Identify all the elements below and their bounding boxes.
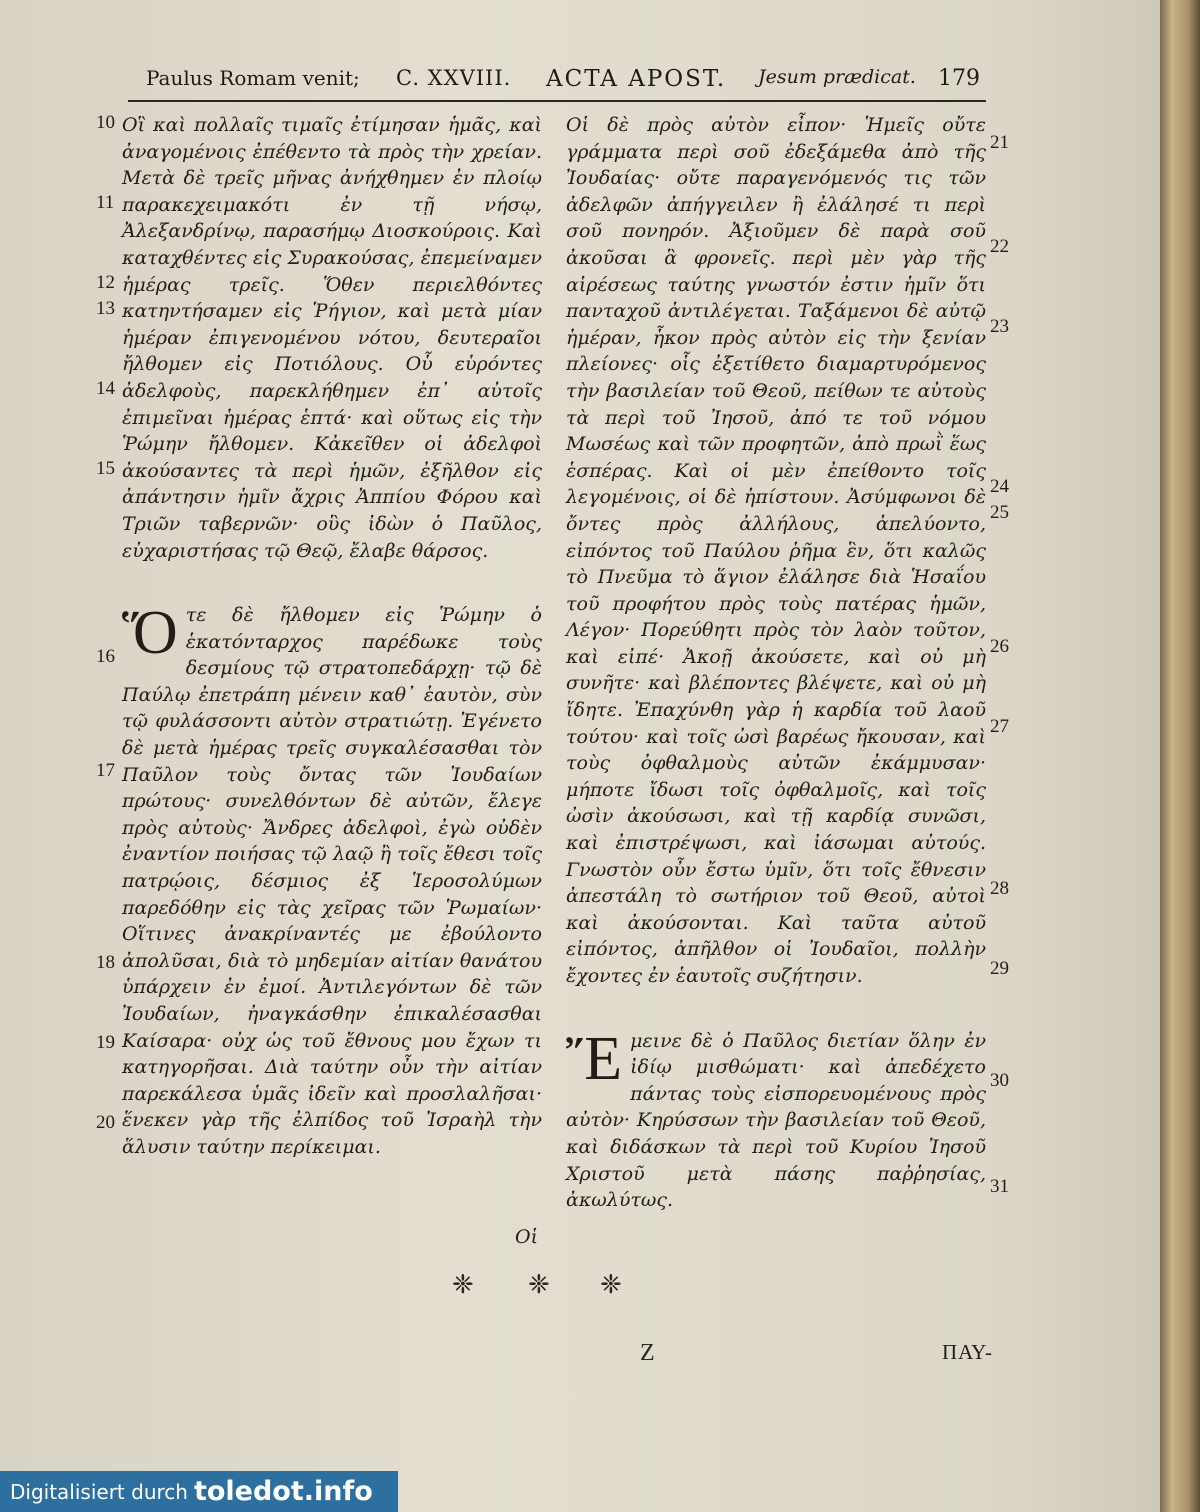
book-edge	[1160, 0, 1200, 1512]
left-text-part-2	[122, 599, 542, 1160]
right-text-part-2-body: μεινε δὲ ὁ Παῦλος διετίαν ὅλην ἐν ἰδίῳ μισθώματι· καὶ ἀπεδέχετο πάντας τοὺς εἰσπορευομένους πρὸς αὐτὸν· Κηρύσσων τὴν βασιλείαν τοῦ Θεοῦ, καὶ διδάσκων τὰ περὶ τοῦ Κυρίου Ἰησοῦ Χριστοῦ μετὰ πάσης παῤῥησίας, ἀκωλύτως.	[566, 1029, 986, 1212]
verse-number: 20	[96, 1112, 115, 1133]
left-text-part-1: Οἳ καὶ πολλαῖς τιμαῖς ἐτίμησαν ἡμᾶς, καὶ ἀναγομένοις ἐπέθεντο τὰ πρὸς τὴν χρείαν. Μετὰ δὲ τρεῖς μῆνας ἀνήχθημεν ἐν πλοίῳ παρακεχειμακότι ἐν τῇ νήσῳ, Ἀλεξανδρίνῳ, παρασήμῳ Διοσκούροις. Καὶ καταχθέντες εἰς Συρακούσας, ἐπεμείναμεν ἡμέρας τρεῖς. Ὅθεν περιελθόντες κατηντήσαμεν εἰς Ῥήγιον, καὶ μετὰ μίαν ἡμέραν ἐπιγενομένου νότου, δευτεραῖοι ἤλθομεν εἰς Ποτιόλους. Οὗ εὑρόντες ἀδελφοὺς, παρεκλήθημεν ἐπ᾽ αὐτοῖς ἐπιμεῖναι ἡμέρας ἑπτά· καὶ οὕτως εἰς τὴν Ῥώμην ἤλθομεν. Κἀκεῖθεν οἱ ἀδελφοὶ ἀκούσαντες τὰ περὶ ἡμῶν, ἐξῆλθον εἰς ἀπάντησιν ἡμῖν ἄχρις Ἀππίου Φόρου καὶ Τριῶν ταβερνῶν· οὓς ἰδὼν ὁ Παῦλος, εὐχαριστήσας τῷ Θεῷ, ἔλαβε θάρσος.	[122, 114, 542, 562]
verse-number: 25	[990, 502, 1009, 523]
header-chapter: C. XXVIII.	[396, 66, 512, 90]
right-text-part-2	[566, 1024, 986, 1214]
verse-number: 21	[990, 132, 1009, 153]
running-header	[128, 66, 988, 102]
signature-mark: Z	[640, 1340, 655, 1366]
drop-cap: Ὅ	[122, 599, 178, 668]
verse-number: 28	[990, 878, 1009, 899]
right-text-part-1: Οἱ δὲ πρὸς αὐτὸν εἶπον· Ἡμεῖς οὔτε γράμματα περὶ σοῦ ἐδεξάμεθα ἀπὸ τῆς Ἰουδαίας· οὔτε παραγενόμενός τις τῶν ἀδελφῶν ἀπήγγειλεν ἢ ἐλάλησέ τι περὶ σοῦ πονηρόν. Ἀξιοῦμεν δὲ παρὰ σοῦ ἀκοῦσαι ἃ φρονεῖς. περὶ μὲν γὰρ τῆς αἱρέσεως ταύτης γνωστόν ἐστιν ἡμῖν ὅτι πανταχοῦ ἀντιλέγεται. Ταξάμενοι δὲ αὐτῷ ἡμέραν, ἧκον πρὸς αὐτὸν εἰς τὴν ξενίαν πλείονες· οἷς ἐξετίθετο διαμαρτυρόμενος τὴν βασιλείαν τοῦ Θεοῦ, πείθων τε αὐτοὺς τὰ περὶ τοῦ Ἰησοῦ, ἀπό τε τοῦ νόμου Μωσέως καὶ τῶν προφητῶν, ἀπὸ πρωῒ ἕως ἑσπέρας. Καὶ οἱ μὲν ἐπείθοντο τοῖς λεγομένοις, οἱ δὲ ἠπίστουν. Ἀσύμφωνοι δὲ ὄντες πρὸς ἀλλήλους, ἀπελύοντο, εἰπόντος τοῦ Παύλου ῥῆμα ἓν, ὅτι καλῶς τὸ Πνεῦμα τὸ ἅγιον ἐλάλησε διὰ Ἡσαΐου τοῦ προφήτου πρὸς τοὺς πατέρας ἡμῶν, Λέγον· Πορεύθητι πρὸς τὸν λαὸν τοῦτον, καὶ εἰπέ· Ἀκοῇ ἀκούσετε, καὶ οὐ μὴ συνῆτε· καὶ βλέποντες βλέψετε, καὶ οὐ μὴ ἴδητε. Ἐπαχύνθη γὰρ ἡ καρδία τοῦ λαοῦ τούτου· καὶ τοῖς ὠσὶ βαρέως ἤκουσαν, καὶ τοὺς ὀφθαλμοὺς αὐτῶν ἐκάμμυσαν· μήποτε ἴδωσι τοῖς ὀφθαλμοῖς, καὶ τοῖς ὠσὶν ἀκούσωσι, καὶ τῇ καρδίᾳ συνῶσι, καὶ ἐπιστρέψωσι, καὶ ἰάσωμαι αὐτούς. Γνωστὸν οὖν ἔστω ὑμῖν, ὅτι τοῖς ἔθνεσιν ἀπεστάλη τὸ σωτήριον τοῦ Θεοῦ, αὐτοὶ καὶ ἀκούσονται. Καὶ ταῦτα αὐτοῦ εἰπόντος, ἀπῆλθον οἱ Ἰουδαῖοι, πολλὴν ἔχοντες ἐν ἑαυτοῖς συζήτησιν.	[566, 114, 986, 987]
verse-number: 31	[990, 1176, 1009, 1197]
ornament-left: ❈	[452, 1270, 474, 1300]
verse-number: 14	[96, 378, 115, 399]
banner-site-link[interactable]: toledot.info	[193, 1476, 373, 1507]
verse-number: 10	[96, 112, 115, 133]
verse-number: 13	[96, 298, 115, 319]
verse-number: 12	[96, 272, 115, 293]
banner-prefix: Digitalisiert durch	[10, 1479, 188, 1504]
ornament-center: ❈	[528, 1270, 550, 1300]
verse-number: 23	[990, 316, 1009, 337]
verse-number: 17	[96, 760, 115, 781]
header-right: Jesum prædicat.	[758, 66, 916, 88]
digitization-banner	[0, 1471, 398, 1512]
left-text-part-2-body: τε δὲ ἤλθομεν εἰς Ῥώμην ὁ ἑκατόνταρχος παρέδωκε τοὺς δεσμίους τῷ στρατοπεδάρχῃ· τῷ δὲ Παύλῳ ἐπετράπη μένειν καθ᾽ ἑαυτὸν, σὺν τῷ φυλάσσοντι αὐτὸν στρατιώτῃ. Ἐγένετο δὲ μετὰ ἡμέρας τρεῖς συγκαλέσασθαι τὸν Παῦλον τοὺς ὄντας τῶν Ἰουδαίων πρώτους· συνελθόντων δὲ αὐτῶν, ἔλεγε πρὸς αὐτοὺς· Ἄνδρες ἀδελφοὶ, ἐγὼ οὐδὲν ἐναντίον ποιήσας τῷ λαῷ ἢ τοῖς ἔθεσι τοῖς πατρῴοις, δέσμιος ἐξ Ἱεροσολύμων παρεδόθην εἰς τὰς χεῖρας τῶν Ῥωμαίων· Οἵτινες ἀνακρίναντές με ἐβούλοντο ἀπολῦσαι, διὰ τὸ μηδεμίαν αἰτίαν θανάτου ὑπάρχειν ἐν ἐμοί. Ἀντιλεγόντων δὲ τῶν Ἰουδαίων, ἠναγκάσθην ἐπικαλέσασθαι Καίσαρα· οὐχ ὡς τοῦ ἔθνους μου ἔχων τι κατηγορῆσαι. Διὰ ταύτην οὖν τὴν αἰτίαν παρεκάλεσα ὑμᾶς ἰδεῖν καὶ προσλαλῆσαι· ἕνεκεν γὰρ τῆς ἐλπίδος τοῦ Ἰσραὴλ τὴν ἅλυσιν ταύτην περίκειμαι.	[122, 604, 542, 1158]
verse-number: 27	[990, 716, 1009, 737]
verse-number: 22	[990, 236, 1009, 257]
verse-number: 24	[990, 476, 1009, 497]
header-book: ACTA APOST.	[546, 66, 727, 92]
verse-number: 30	[990, 1070, 1009, 1091]
header-left: Paulus Romam venit;	[146, 66, 360, 90]
ornament-right: ❈	[600, 1270, 622, 1300]
right-column	[566, 112, 986, 1214]
verse-number: 16	[96, 646, 115, 667]
right-catchword: ΠΑΥ-	[942, 1340, 993, 1364]
left-column	[122, 112, 542, 1161]
verse-number: 11	[96, 192, 115, 213]
verse-number: 18	[96, 952, 115, 973]
left-catchword: Οἱ	[515, 1226, 539, 1248]
verse-number: 29	[990, 958, 1009, 979]
verse-number: 26	[990, 636, 1009, 657]
page-number: 179	[938, 66, 980, 91]
verse-number: 19	[96, 1032, 115, 1053]
header-rule	[128, 100, 986, 102]
verse-number: 15	[96, 458, 115, 479]
drop-cap: Ἔ	[566, 1024, 623, 1093]
